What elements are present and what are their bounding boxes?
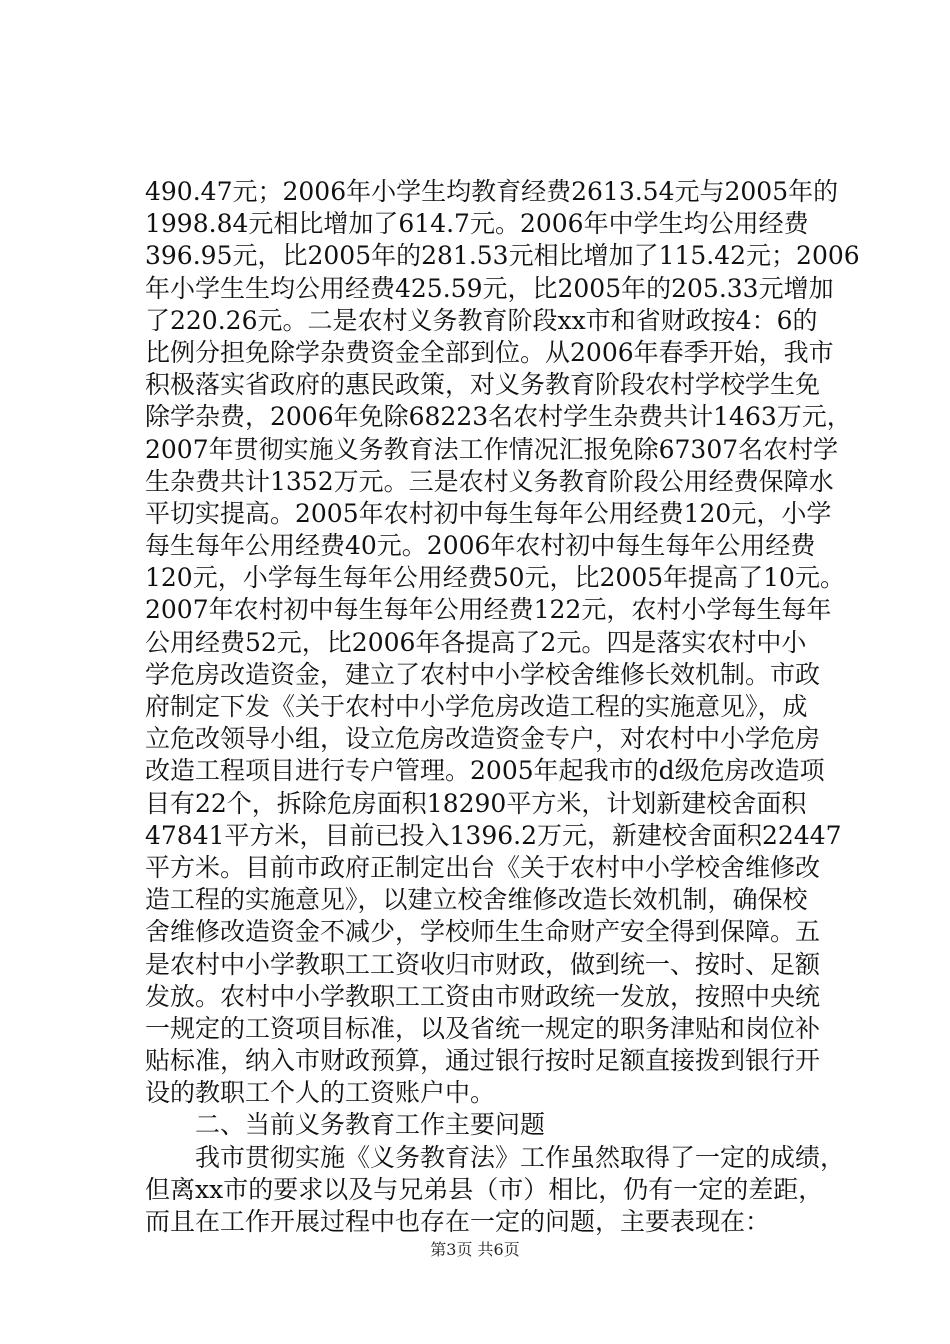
text-line: 设的教职工个人的工资账户中。 <box>145 1078 496 1108</box>
text-line: 是农村中小学教职工工资收归市财政，做到统一、按时、足额 <box>145 949 821 979</box>
text-line: 贴标准，纳入市财政预算，通过银行按时足额直接拨到银行开 <box>145 1046 821 1076</box>
text-line: 1998.84元相比增加了614.7元。2006年中学生均公用经费 <box>145 209 809 239</box>
text-line: 比例分担免除学杂费资金全部到位。从2006年春季开始，我市 <box>145 337 834 367</box>
text-line: 府制定下发《关于农村中小学危房改造工程的实施意见》，成 <box>145 692 808 721</box>
text-line: 目有22个，拆除危房面积18290平方米，计划新建校舍面积 <box>145 788 807 818</box>
page-footer: 第3页 共6页 <box>430 1240 520 1259</box>
body-text <box>145 176 860 1238</box>
text-line: 学危房改造资金，建立了农村中小学校舍维修长效机制。市政 <box>145 659 821 689</box>
text-line: 47841平方米，目前已投入1396.2万元，新建校舍面积22447 <box>145 820 842 850</box>
text-line: 平方米。目前市政府正制定出台《关于农村中小学校舍维修改 <box>145 852 821 882</box>
text-line: 2007年农村初中每生每年公用经费122元，农村小学每生每年 <box>145 595 832 625</box>
text-line: 每生每年公用经费40元。2006年农村初中每生每年公用经费 <box>145 531 816 561</box>
text-line: 平切实提高。2005年农村初中每生每年公用经费120元，小学 <box>145 498 832 528</box>
text-line: 120元，小学每生每年公用经费50元，比2005年提高了10元。 <box>145 563 845 593</box>
text-line: 一规定的工资项目标准，以及省统一规定的职务津贴和岗位补 <box>145 1013 821 1043</box>
text-line: 除学杂费，2006年免除68223名农村学生杂费共计1463万元， <box>145 402 852 432</box>
text-line: 公用经费52元，比2006年各提高了2元。四是落实农村中小 <box>145 627 807 657</box>
section-heading: 二、当前义务教育工作主要问题 <box>195 1110 546 1140</box>
text-line: 舍维修改造资金不减少，学校师生生命财产安全得到保障。五 <box>145 917 821 947</box>
text-line: 490.47元；2006年小学生均教育经费2613.54元与2005年的 <box>145 177 839 206</box>
text-line: 年小学生生均公用经费425.59元，比2005年的205.33元增加 <box>145 273 834 303</box>
text-line: 了220.26元。二是农村义务教育阶段xx市和省财政按4：6的 <box>145 305 818 335</box>
text-line: 但离xx市的要求以及与兄弟县（市）相比，仍有一定的差距， <box>145 1174 824 1204</box>
text-line: 发放。农村中小学教职工工资由市财政统一发放，按照中央统 <box>145 981 821 1011</box>
text-line: 造工程的实施意见》，以建立校舍维修改造长效机制，确保校 <box>145 885 808 915</box>
text-line: 2007年贯彻实施义务教育法工作情况汇报免除67307名农村学 <box>145 434 839 464</box>
text-line: 而且在工作开展过程中也存在一定的问题，主要表现在： <box>145 1207 771 1236</box>
text-line: 积极落实省政府的惠民政策，对义务教育阶段农村学校学生免 <box>145 370 821 400</box>
text-line: 396.95元，比2005年的281.53元相比增加了115.42元；2006 <box>145 241 860 271</box>
text-line: 改造工程项目进行专户管理。2005年起我市的d级危房改造项 <box>145 756 825 786</box>
text-line: 生杂费共计1352万元。三是农村义务教育阶段公用经费保障水 <box>145 466 834 496</box>
paragraph-first-line: 我市贯彻实施《义务教育法》工作虽然取得了一定的成绩， <box>195 1142 846 1172</box>
text-line: 立危改领导小组，设立危房改造资金专户，对农村中小学危房 <box>145 724 821 754</box>
